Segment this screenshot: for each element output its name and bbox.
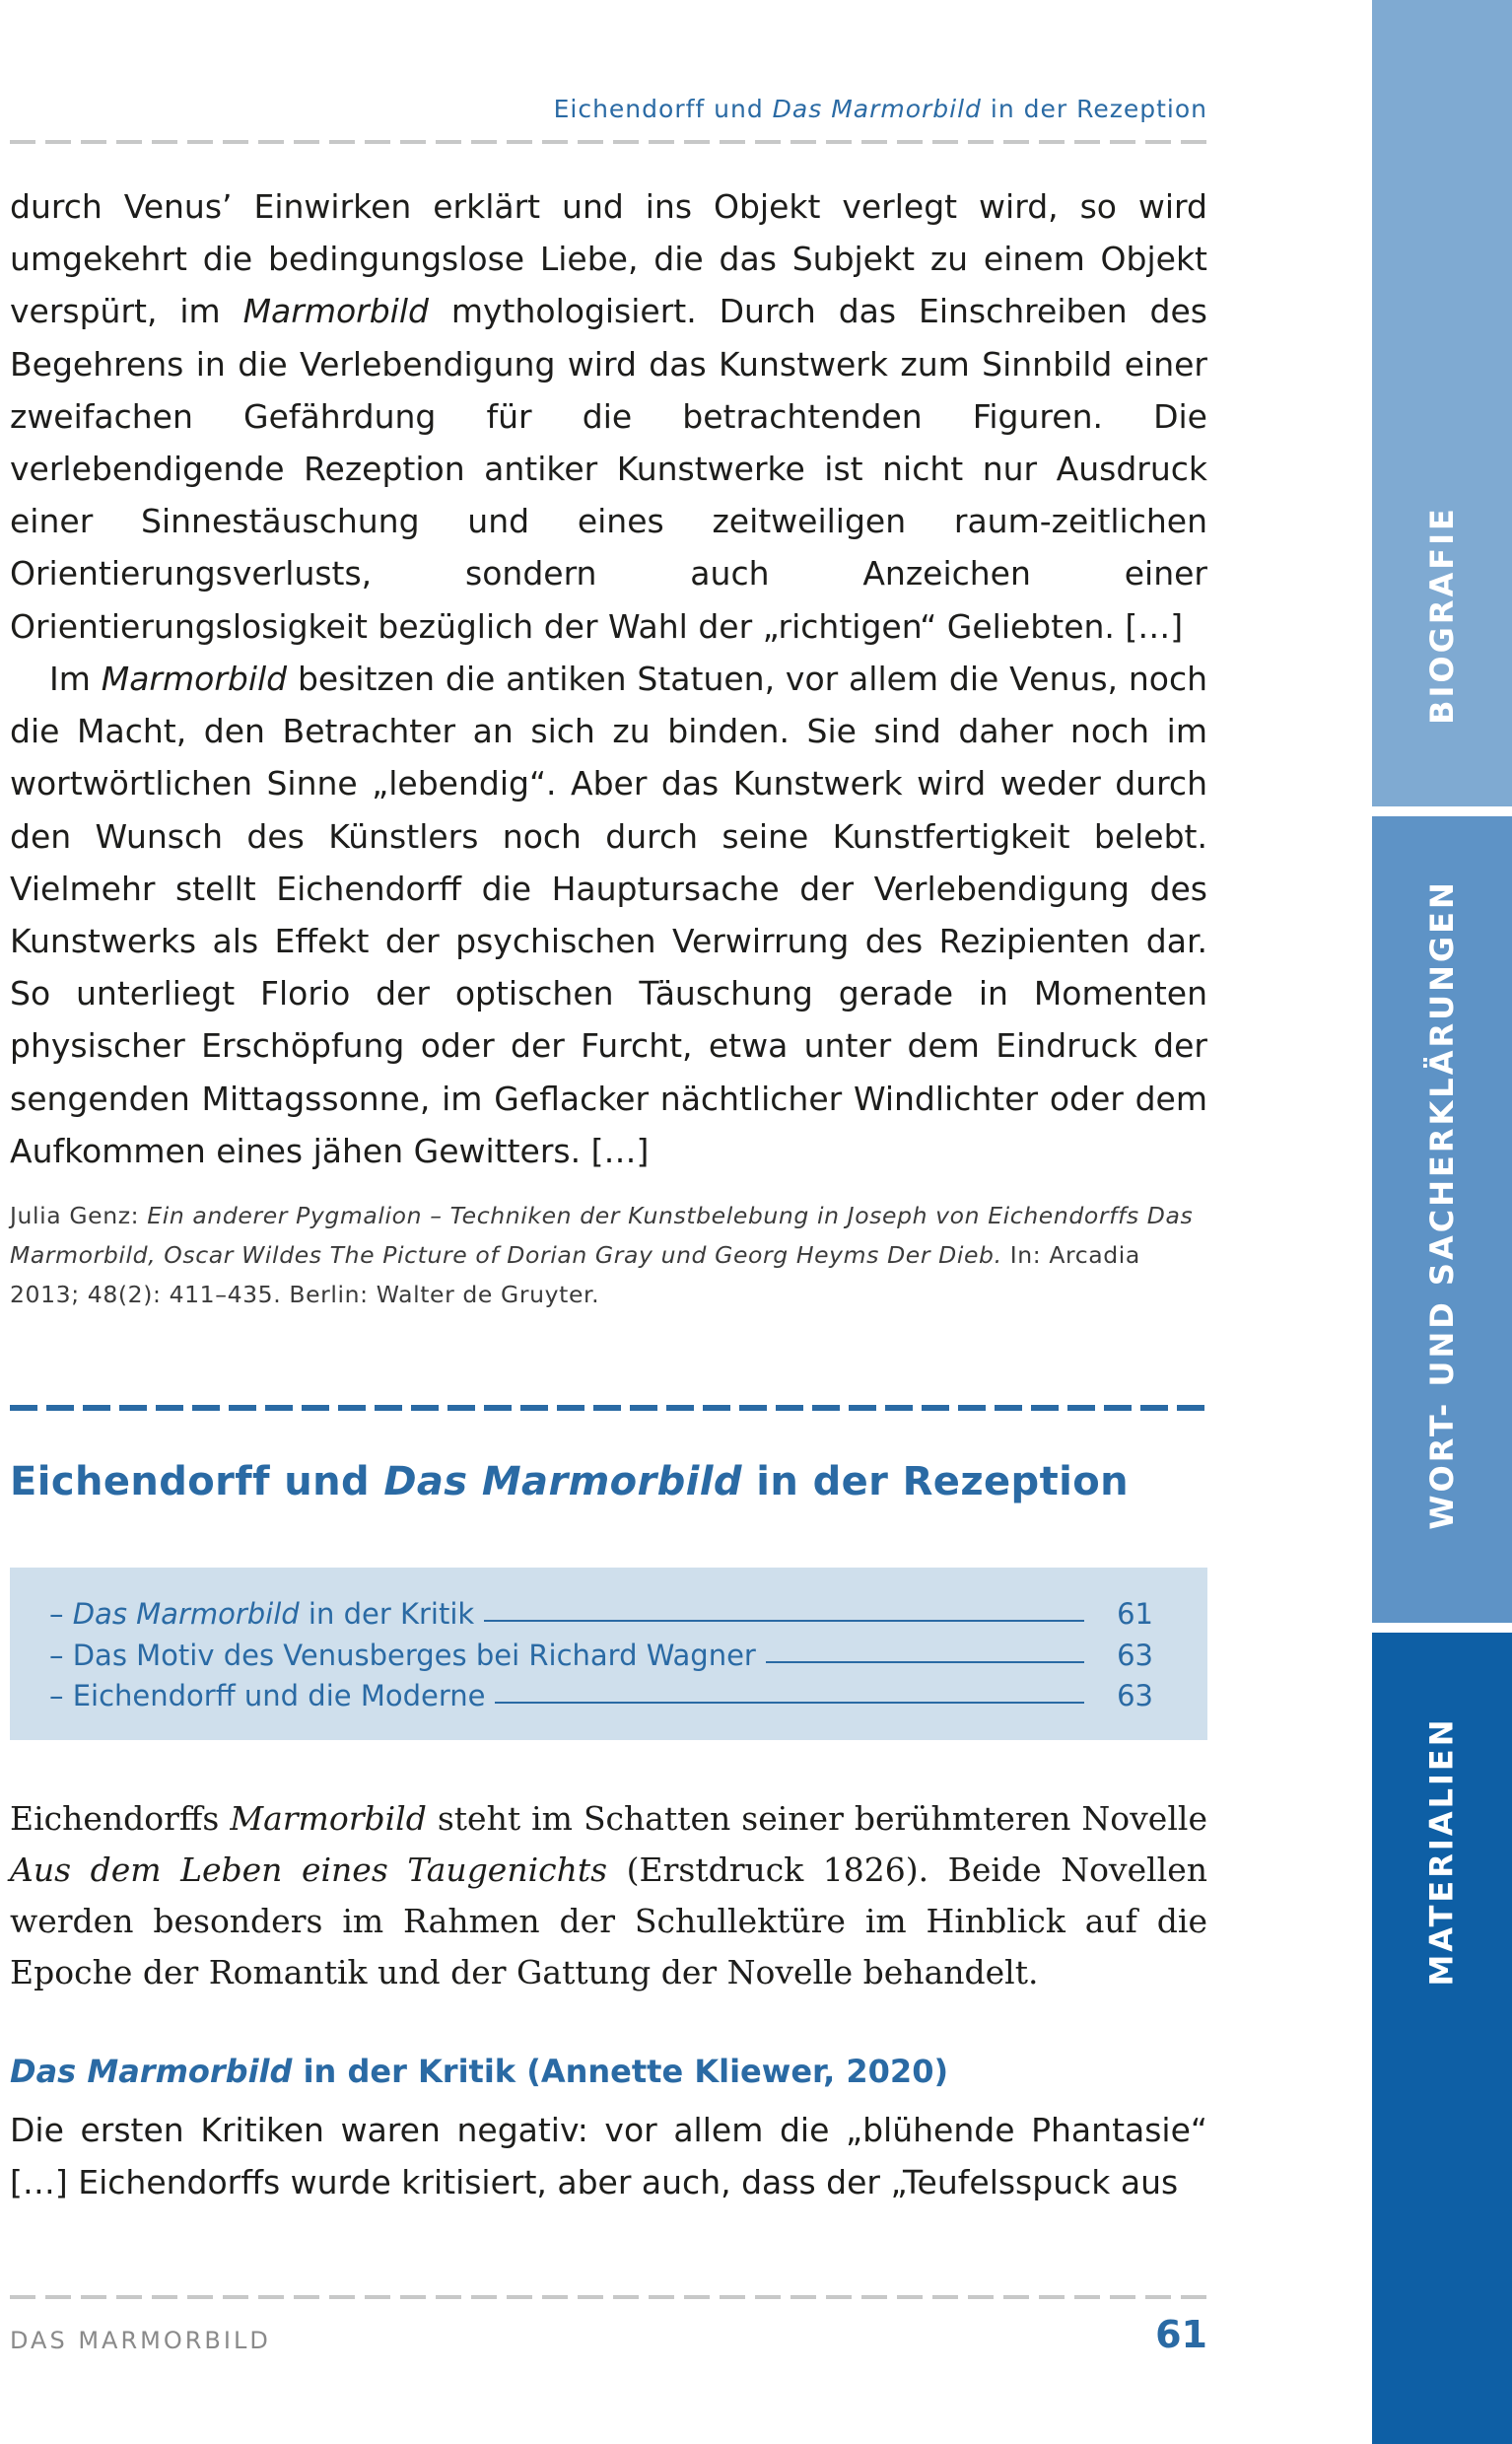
toc-leader [495,1702,1084,1704]
tab-materialien[interactable] [1372,1633,1512,2444]
section-divider [10,1405,1207,1411]
header-divider [10,140,1207,144]
footer-divider [10,2295,1207,2299]
page-number: 61 [1155,2313,1207,2356]
footer-book-title: DAS MARMORBILD [10,2327,271,2354]
subsection-heading: Das Marmorbild in der Kritik (Annette Kliewer, 2020) [10,2053,949,2090]
paragraph-1: durch Venus’ Einwirken erklärt und ins Objekt verlegt wird, so wird umgekehrt die bedingungslose Liebe, die das Subjekt zu einem Objekt verspürt, im Marmorbild mythologisiert. Durch das Einschreiben des Begehrens in die Verlebendigung wird das Kunstwerk zum Sinnbild einer zweifachen Gefährdung für die betrachtenden Figuren. Die verlebendigende Rezeption antiker Kunstwerke ist nicht nur Ausdruck einer Sinnestäuschung und eines zeitweiligen raum-zeitlichen Orientierungsverlusts, sondern auch Anzeichen einer Orientierungslosigkeit bezüglich der Wahl der „richtigen“ Geliebten. […] [10,187,1207,646]
toc-page-number: 63 [1117,1639,1153,1672]
running-head: Eichendorff und Das Marmorbild in der Rezeption [553,95,1207,123]
tab-materialien-label: MATERIALIEN [1423,1715,1461,1987]
citation: Julia Genz: Ein anderer Pygmalion – Techniken der Kunstbelebung in Joseph von Eichendorffs Das Marmorbild, Oscar Wildes The Picture of Dorian Gray und Georg Heyms Der Dieb. In: Arcadia 2013; 48(2): 411–435. Berlin: Walter de Gruyter. [10,1202,1194,1308]
toc-page-number: 63 [1117,1679,1153,1712]
toc-leader [766,1661,1084,1663]
toc-label: – Das Marmorbild in der Kritik [49,1597,475,1631]
toc-item-venusberg[interactable] [49,1631,1153,1672]
toc-item-moderne[interactable] [49,1671,1153,1712]
toc-label: – Das Motiv des Venusberges bei Richard Wagner [49,1639,756,1672]
toc-page-number: 61 [1117,1597,1153,1631]
toc-leader [484,1620,1084,1622]
section-title: Eichendorff und Das Marmorbild in der Rezeption [10,1459,1129,1504]
side-tabs [1372,0,1512,2444]
toc-item-kritik[interactable] [49,1589,1153,1631]
tab-wort-label: WORT- UND SACHERKLÄRUNGEN [1423,879,1461,1530]
toc-label: – Eichendorff und die Moderne [49,1679,486,1712]
paragraph-final: Die ersten Kritiken waren negativ: vor allem die „blühende Phantasie“ […] Eichendorffs wurde kritisiert, aber auch, dass der „Teufelsspuck aus [10,2111,1207,2202]
intro-paragraph: Eichendorffs Marmorbild steht im Schatten seiner berühmteren Novelle Aus dem Leben eines Taugenichts (Erstdruck 1826). Beide Novellen werden besonders im Rahmen der Schullektüre im Hinblick auf die Epoche der Romantik und der Gattung der Novelle behandelt. [10,1799,1207,1991]
paragraph-2: Im Marmorbild besitzen die antiken Statuen, vor allem die Venus, noch die Macht, den Betrachter an sich zu binden. Sie sind daher noch im wortwörtlichen Sinne „lebendig“. Aber das Kunstwerk wird weder durch den Wunsch des Künstlers noch durch seine Kunstfertigkeit belebt. Vielmehr stellt Eichendorff die Hauptursache der Verlebendigung des Kunstwerks als Effekt der psychischen Verwirrung des Rezipienten dar. So unterliegt Florio der optischen Täuschung gerade in Momenten physischer Erschöpfung oder der Furcht, etwa unter dem Eindruck der sengenden Mittagssonne, im Geflacker nächtlicher Windlichter oder dem Aufkommen eines jähen Gewitters. […] [10,660,1208,1170]
tab-biografie-label: BIOGRAFIE [1423,506,1462,725]
tab-biografie[interactable] [1372,0,1512,806]
tab-wort-und-sacherklaerungen[interactable] [1372,816,1512,1623]
